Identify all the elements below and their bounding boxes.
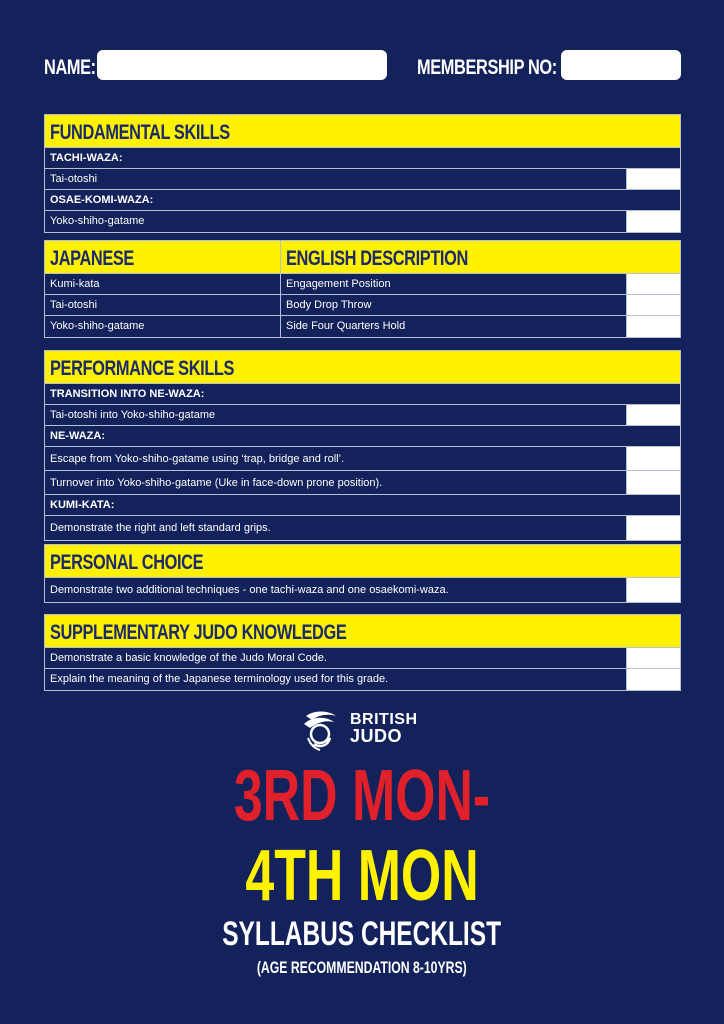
checklist-row bbox=[45, 405, 680, 426]
section-title: FUNDAMENTAL SKILLS bbox=[45, 115, 680, 148]
section-title: PERFORMANCE SKILLS bbox=[45, 351, 680, 384]
syllabus-subtitle: SYLLABUS CHECKLIST bbox=[222, 915, 502, 953]
age-recommendation: (AGE RECOMMENDATION 8-10YRS) bbox=[257, 958, 467, 977]
skill-label: Demonstrate a basic knowledge of the Judo Moral Code. bbox=[50, 652, 327, 664]
japanese-column-header: JAPANESE bbox=[45, 241, 281, 273]
name-field[interactable] bbox=[97, 50, 387, 80]
skill-label: Demonstrate the right and left standard grips. bbox=[50, 522, 271, 534]
section-title: SUPPLEMENTARY JUDO KNOWLEDGE bbox=[45, 615, 680, 648]
checklist-row bbox=[45, 169, 680, 190]
checkbox[interactable] bbox=[626, 578, 680, 602]
subheading-label: OSAE-KOMI-WAZA: bbox=[50, 194, 154, 206]
fundamental-skills-section bbox=[44, 114, 681, 233]
terminology-header bbox=[45, 241, 680, 274]
checkbox[interactable] bbox=[626, 669, 680, 690]
checklist-row bbox=[45, 669, 680, 690]
japanese-term: Kumi-kata bbox=[45, 274, 281, 294]
terminology-table bbox=[44, 240, 681, 338]
japanese-term: Tai-otoshi bbox=[45, 295, 281, 315]
japanese-term: Yoko-shiho-gatame bbox=[45, 316, 281, 337]
british-judo-logo-icon bbox=[300, 708, 348, 752]
subheading-row bbox=[45, 426, 680, 447]
skill-label: Tai-otoshi bbox=[50, 173, 98, 185]
checkbox[interactable] bbox=[626, 274, 680, 294]
personal-choice-section bbox=[44, 544, 681, 603]
membership-field[interactable] bbox=[561, 50, 681, 80]
subheading-label: NE-WAZA: bbox=[50, 430, 105, 442]
checkbox[interactable] bbox=[626, 295, 680, 315]
checklist-row bbox=[45, 648, 680, 669]
name-label: NAME: bbox=[44, 56, 96, 79]
checkbox[interactable] bbox=[626, 648, 680, 668]
performance-skills-section bbox=[44, 350, 681, 541]
checkbox[interactable] bbox=[626, 405, 680, 425]
membership-label: MEMBERSHIP NO: bbox=[417, 56, 557, 79]
logo-line-2: JUDO bbox=[350, 726, 403, 746]
subheading-row bbox=[45, 384, 680, 405]
subheading-label: TACHI-WAZA: bbox=[50, 152, 123, 164]
skill-label: Yoko-shiho-gatame bbox=[50, 215, 145, 227]
english-term: Body Drop Throw bbox=[286, 299, 372, 311]
subheading-label: TRANSITION INTO NE-WAZA: bbox=[50, 388, 205, 400]
subheading-row bbox=[45, 190, 680, 211]
logo-text bbox=[350, 711, 418, 745]
grade-title-line-2: 4TH MON bbox=[245, 836, 479, 916]
checkbox[interactable] bbox=[626, 447, 680, 470]
skill-label: Explain the meaning of the Japanese terminology used for this grade. bbox=[50, 673, 389, 685]
checkbox[interactable] bbox=[626, 316, 680, 337]
grade-title-line-1: 3RD MON- bbox=[233, 756, 491, 836]
checkbox[interactable] bbox=[626, 169, 680, 189]
supplementary-knowledge-section bbox=[44, 614, 681, 691]
skill-label: Turnover into Yoko-shiho-gatame (Uke in face-down prone position). bbox=[50, 477, 383, 489]
subheading-label: KUMI-KATA: bbox=[50, 499, 115, 511]
checklist-row bbox=[45, 578, 680, 602]
subheading-row bbox=[45, 495, 680, 516]
checklist-row bbox=[45, 516, 680, 540]
terminology-row bbox=[45, 274, 680, 295]
checkbox[interactable] bbox=[626, 471, 680, 494]
terminology-row bbox=[45, 316, 680, 337]
checkbox[interactable] bbox=[626, 516, 680, 540]
english-term: Side Four Quarters Hold bbox=[286, 320, 406, 332]
skill-label: Escape from Yoko-shiho-gatame using ‘trap, bridge and roll’. bbox=[50, 453, 345, 465]
checklist-row bbox=[45, 211, 680, 232]
skill-label: Demonstrate two additional techniques - one tachi-waza and one osaekomi-waza. bbox=[50, 584, 449, 596]
logo-line-1: BRITISH bbox=[350, 711, 418, 728]
terminology-row bbox=[45, 295, 680, 316]
checklist-row bbox=[45, 447, 680, 471]
subheading-row bbox=[45, 148, 680, 169]
english-term: Engagement Position bbox=[286, 278, 391, 290]
section-title: PERSONAL CHOICE bbox=[45, 545, 680, 578]
checkbox[interactable] bbox=[626, 211, 680, 232]
english-column-header: ENGLISH DESCRIPTION bbox=[281, 241, 680, 273]
skill-label: Tai-otoshi into Yoko-shiho-gatame bbox=[50, 409, 216, 421]
checklist-row bbox=[45, 471, 680, 495]
